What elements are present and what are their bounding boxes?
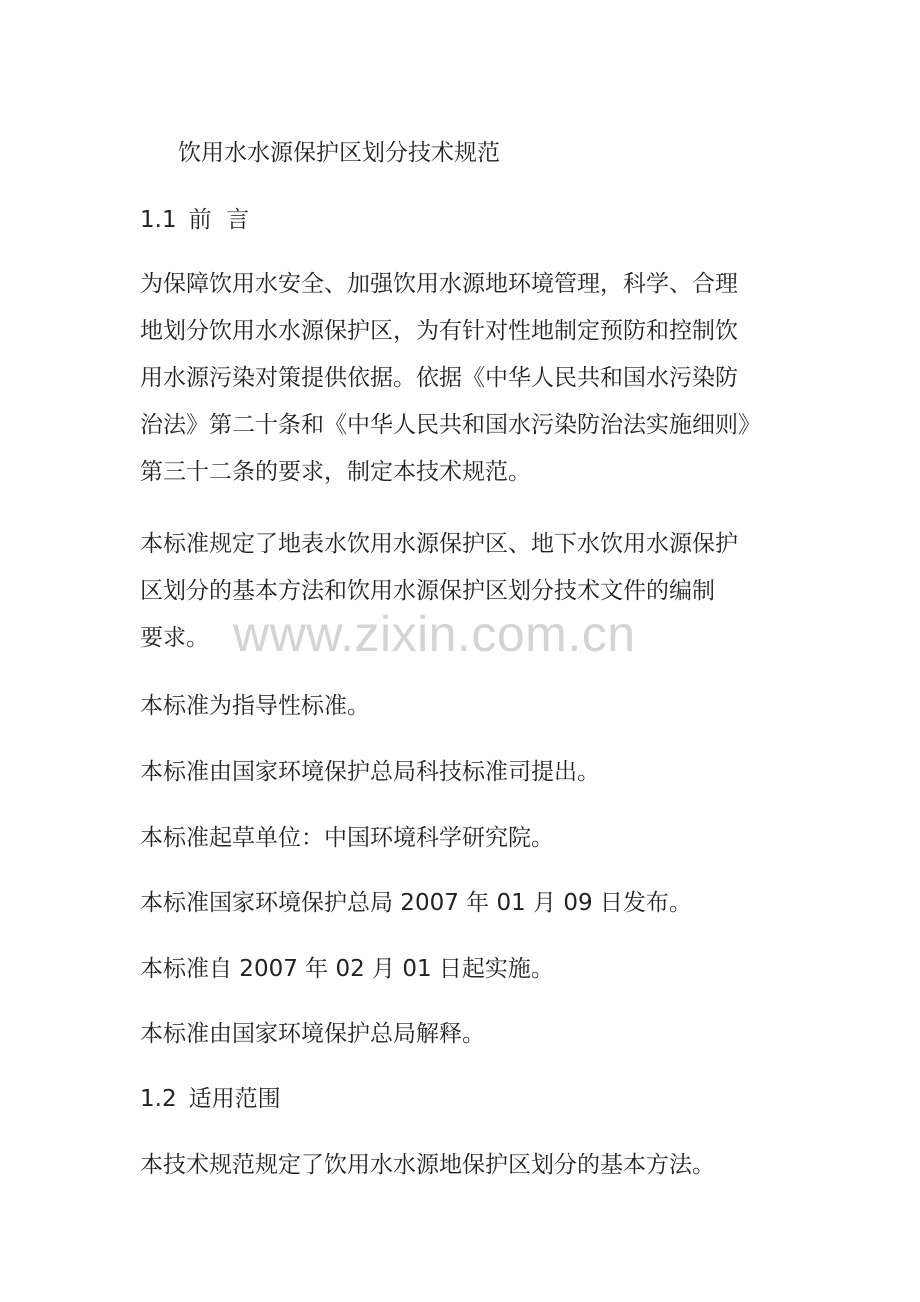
section-number: 1.2	[140, 1086, 177, 1112]
section-number: 1.1	[140, 207, 177, 233]
paragraph-line: 区划分的基本方法和饮用水源保护区划分技术文件的编制	[140, 578, 715, 604]
watermark-text: www.zixin.com.cn	[233, 606, 636, 662]
paragraph-line: 治法》第二十条和《中华人民共和国水污染防治法实施细则》	[140, 412, 761, 438]
paragraph-line: 为保障饮用水安全、加强饮用水源地环境管理，科学、合理	[140, 271, 738, 297]
paragraph-line: 第三十二条的要求，制定本技术规范。	[140, 459, 531, 485]
statement-interpretation: 本标准由国家环境保护总局解释。	[140, 1021, 485, 1047]
statement-proposer: 本标准由国家环境保护总局科技标准司提出。	[140, 759, 600, 785]
paragraph-line: 要求。	[140, 625, 209, 651]
paragraph-line: 地划分饮用水水源保护区，为有针对性地制定预防和控制饮	[140, 318, 738, 344]
scope-paragraph: 本技术规范规定了饮用水水源地保护区划分的基本方法。	[140, 1152, 715, 1178]
section-label: 前 言	[188, 207, 250, 233]
statement-guidance: 本标准为指导性标准。	[140, 693, 370, 719]
section-heading-preface	[140, 203, 249, 237]
section-heading-scope	[140, 1082, 281, 1116]
statement-effective-date: 本标准自 2007 年 02 月 01 日起实施。	[140, 956, 554, 982]
section-label: 适用范围	[188, 1086, 281, 1112]
document-title: 饮用水水源保护区划分技术规范	[178, 140, 500, 166]
preface-paragraph-purpose	[140, 261, 790, 496]
paragraph-line: 本标准规定了地表水饮用水源保护区、地下水饮用水源保护	[140, 531, 738, 557]
statement-drafter: 本标准起草单位：中国环境科学研究院。	[140, 825, 554, 851]
paragraph-line: 用水源污染对策提供依据。依据《中华人民共和国水污染防	[140, 365, 738, 391]
statement-release-date: 本标准国家环境保护总局 2007 年 01 月 09 日发布。	[140, 890, 692, 916]
